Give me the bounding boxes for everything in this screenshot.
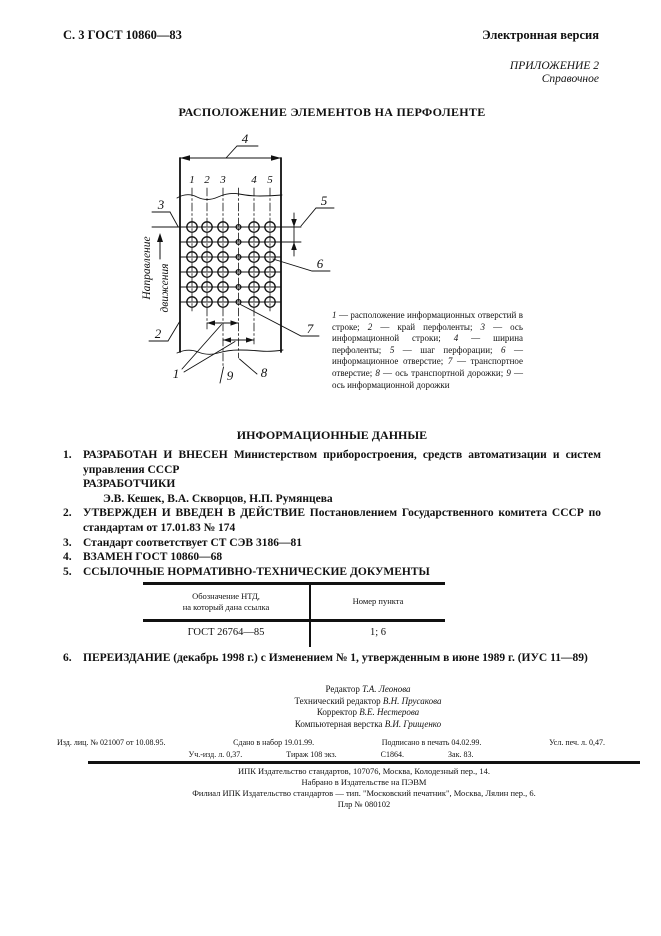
legend-number: 1	[332, 310, 337, 320]
callout-8-label: 8	[260, 365, 268, 380]
column-label-2: 2	[204, 174, 210, 186]
imprint-segment: Зак. 83.	[448, 750, 474, 759]
credit-line: Компьютерная верстка В.И. Грищенко	[294, 718, 442, 729]
callout-3-label: 3	[157, 197, 165, 212]
column-label-5: 5	[267, 174, 273, 186]
imprint-segment: Подписано в печать 04.02.99.	[381, 738, 482, 747]
callout-5-leader	[301, 208, 334, 226]
pitch-arrow-down	[291, 219, 297, 227]
table-cell-clause: 1; 6	[369, 627, 387, 638]
list-item	[63, 506, 601, 535]
pitch-arrow-up	[291, 242, 297, 250]
direction-label-line1: Направление	[141, 236, 153, 300]
callout-6-label: 6	[316, 256, 324, 271]
callout-2-leader	[168, 321, 180, 341]
item-text: Стандарт соответствует СТ СЭВ 3186—81	[83, 536, 302, 549]
imprint-line-1	[57, 738, 605, 747]
credit-line: Корректор В.Е. Нестерова	[316, 707, 420, 717]
tape-break-top	[177, 193, 282, 199]
info-list	[63, 448, 601, 579]
list-item	[63, 536, 601, 551]
diagram-legend	[332, 310, 523, 391]
callout-4-label: 4	[241, 131, 249, 146]
column-label-1: 1	[189, 174, 195, 186]
callout-1-label: 1	[172, 366, 180, 381]
credit-line: Редактор Т.А. Леонова	[325, 684, 411, 694]
imprint-line-2	[57, 750, 605, 759]
imprint-segment: Изд. лиц. № 021007 от 10.08.95.	[57, 738, 166, 747]
item-text: ПЕРЕИЗДАНИЕ (декабрь 1998 г.) с Изменением № 1, утвержденным в июне 1989 г. (ИУС 11—89)	[83, 652, 588, 664]
column-label-3: 3	[220, 174, 226, 186]
appendix-note: Справочное	[541, 73, 599, 85]
legend-text: — расположение информационных отверстий в строке;	[332, 310, 523, 332]
legend-number: 8	[375, 367, 380, 378]
legend-text: — край перфоленты;	[372, 321, 481, 332]
table-header-clause: Номер пункта	[352, 596, 404, 606]
callout-7-label: 7	[306, 321, 314, 336]
imprint-segment: Уч.-изд. л. 0,37.	[188, 750, 243, 759]
page-header-left: С. 3 ГОСТ 10860—83	[63, 28, 182, 42]
publisher-block	[88, 766, 640, 810]
callout-9-leader	[220, 367, 224, 383]
imprint-segment: Сдано в набор 19.01.99.	[233, 738, 315, 747]
page-header-right: Электронная версия	[482, 28, 599, 42]
callout-5-label: 5	[320, 193, 328, 208]
info-section-heading: ИНФОРМАЦИОННЫЕ ДАННЫЕ	[236, 428, 428, 442]
table-header-ref: Обозначение НТД, на который дана ссылка	[143, 585, 311, 619]
legend-number: 9	[506, 367, 511, 378]
item-body	[83, 448, 601, 506]
list-item	[63, 550, 601, 565]
direction-label-line2: движения	[159, 263, 171, 313]
imprint-divider	[88, 761, 640, 764]
credits-block	[75, 684, 661, 730]
typeset-note: Набрано в Издательстве на ПЭВМ	[301, 777, 427, 787]
callout-1-leader-a	[182, 325, 222, 370]
imprint-segment: Тираж 108 экз.	[286, 750, 337, 759]
item-number: 1.	[63, 449, 72, 461]
legend-text: — шаг перфорации;	[394, 344, 502, 355]
item-text: ССЫЛОЧНЫЕ НОРМАТИВНО-ТЕХНИЧЕСКИЕ ДОКУМЕНТЫ	[83, 565, 430, 578]
callout-2-label: 2	[154, 326, 162, 341]
item-number: 4.	[63, 551, 72, 564]
developers-names: Э.В. Кешек, В.А. Скворцов, Н.П. Румянцева	[103, 492, 333, 505]
publisher-address: ИПК Издательство стандартов, 107076, Москва, Колодезный пер., 14.	[237, 766, 491, 776]
dimension-arrow-right	[271, 155, 281, 161]
legend-number: 5	[389, 344, 395, 355]
item-number: 2.	[63, 507, 72, 520]
legend-number: 4	[453, 333, 459, 344]
item-number: 3.	[63, 536, 72, 549]
item-text: ВЗАМЕН ГОСТ 10860—68	[83, 551, 223, 564]
callout-3-leader	[170, 212, 178, 227]
credit-line: Технический редактор В.Н. Прусакова	[294, 695, 442, 706]
tape-break-bottom	[177, 350, 283, 354]
appendix-block	[510, 60, 599, 86]
imprint-segment: С1864.	[380, 750, 405, 759]
list-item	[63, 448, 601, 506]
legend-text: — ширина перфоленты;	[332, 333, 524, 355]
legend-text: — ось информационной строки;	[332, 321, 524, 344]
developers-heading: РАЗРАБОТЧИКИ	[83, 478, 176, 491]
references-table	[143, 582, 445, 647]
item-number: 6.	[63, 652, 72, 664]
item-text: УТВЕРЖДЕН И ВВЕДЕН В ДЕЙСТВИЕ Постановлением Государственного комитета СССР по стандартам от 17.01.83 № 174	[83, 507, 601, 534]
list-item	[63, 565, 601, 580]
hole-grid	[187, 222, 275, 307]
plr-number: Плр № 080102	[337, 799, 391, 809]
legend-text: — транспортное отверстие;	[332, 356, 524, 378]
direction-arrow-head	[157, 233, 163, 242]
reissue-item	[63, 652, 601, 664]
table-row	[143, 622, 445, 647]
page-title: РАСПОЛОЖЕНИЕ ЭЛЕМЕНТОВ НА ПЕРФОЛЕНТЕ	[178, 105, 486, 119]
legend-number: 6	[501, 344, 506, 355]
column-label-4: 4	[251, 174, 257, 186]
callout-9-label: 9	[226, 368, 234, 383]
legend-number: 3	[480, 321, 486, 332]
legend-number: 7	[447, 356, 453, 367]
legend-text: — ось транспортной дорожки;	[379, 367, 507, 378]
imprint-segment: Усл. печ. л. 0,47.	[549, 738, 605, 747]
item-number: 5.	[63, 565, 72, 578]
callout-8-leader	[240, 359, 258, 374]
table-header-row	[143, 585, 445, 622]
appendix-label: ПРИЛОЖЕНИЕ 2	[509, 60, 599, 72]
legend-number: 2	[367, 321, 373, 332]
table-cell-ref: ГОСТ 26764—85	[143, 622, 311, 647]
dimension-arrow-left	[180, 155, 190, 161]
callout-4-leader	[226, 146, 258, 158]
printer-branch: Филиал ИПК Издательство стандартов — тип. "Московский печатник", Москва, Лялин пер., 6.	[192, 788, 536, 798]
legend-text: — информационное отверстие;	[332, 344, 524, 367]
legend-text: — ось информационной дорожки	[332, 367, 524, 390]
item-text: РАЗРАБОТАН И ВНЕСЕН Министерством приборостроения, средств автоматизации и систем управления СССР	[83, 449, 601, 476]
